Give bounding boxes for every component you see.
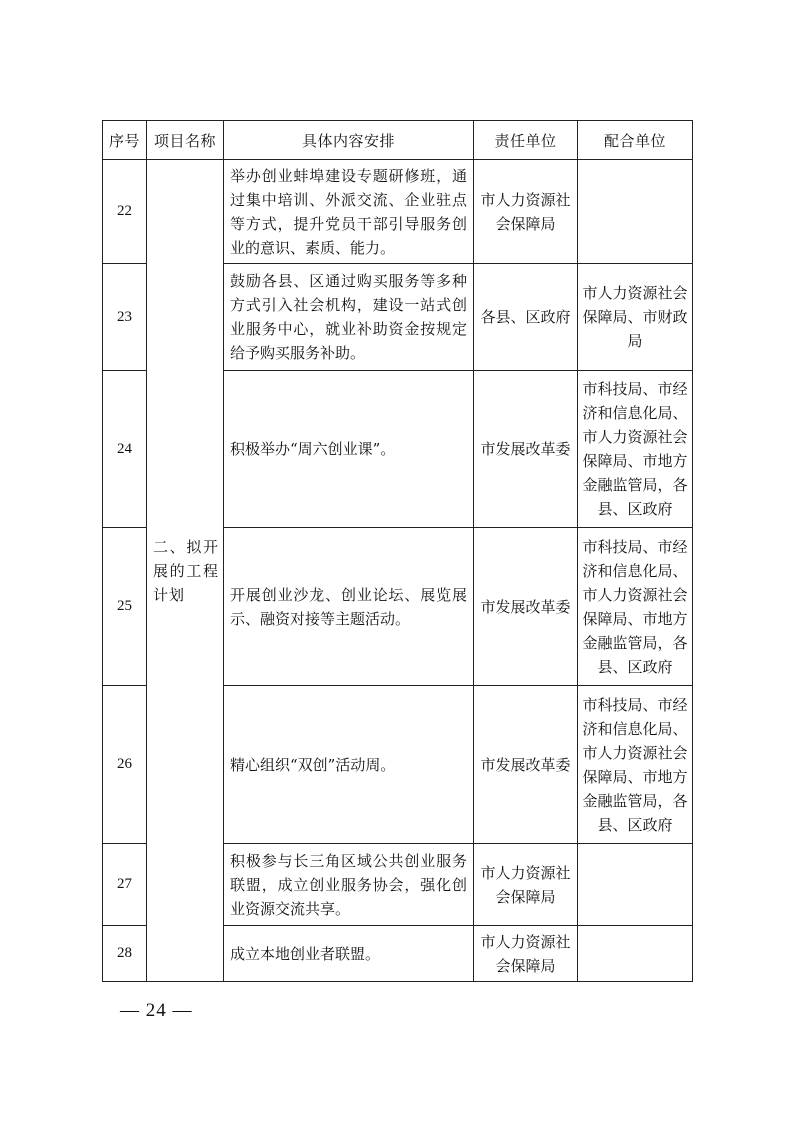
row-content: 积极参与长三角区域公共创业服务联盟，成立创业服务协会，强化创业资源交流共享。 [224,844,474,926]
row-content: 鼓励各县、区通过购买服务等多种方式引入社会机构，建设一站式创业服务中心，就业补助资金按规定给予购买服务补助。 [224,264,474,371]
row-number: 23 [103,264,147,371]
row-cooperating-unit: 市科技局、市经济和信息化局、市人力资源社会保障局、市地方金融监管局，各县、区政府 [578,371,693,528]
project-group-name [147,160,224,982]
row-cooperating-unit: 市科技局、市经济和信息化局、市人力资源社会保障局、市地方金融监管局，各县、区政府 [578,528,693,686]
row-content: 积极举办“周六创业课”。 [224,371,474,528]
row-cooperating-unit [578,160,693,264]
row-number: 27 [103,844,147,926]
row-responsible-unit: 市人力资源社会保障局 [474,926,578,982]
row-number: 24 [103,371,147,528]
row-cooperating-unit [578,926,693,982]
row-responsible-unit: 各县、区政府 [474,264,578,371]
header-content: 具体内容安排 [224,121,474,160]
row-number: 28 [103,926,147,982]
row-number: 25 [103,528,147,686]
project-group-label: 二、拟开展的工程计划 [153,537,219,604]
row-content: 开展创业沙龙、创业论坛、展览展示、融资对接等主题活动。 [224,528,474,686]
row-content: 精心组织“双创”活动周。 [224,686,474,844]
row-responsible-unit: 市人力资源社会保障局 [474,844,578,926]
header-project-name: 项目名称 [147,121,224,160]
work-plan-table [102,120,693,982]
row-responsible-unit: 市发展改革委 [474,686,578,844]
row-content: 举办创业蚌埠建设专题研修班，通过集中培训、外派交流、企业驻点等方式，提升党员干部引导服务创业的意识、素质、能力。 [224,160,474,264]
header-cooperating-unit: 配合单位 [578,121,693,160]
row-number: 26 [103,686,147,844]
header-serial-number: 序号 [103,121,147,160]
table-header-row [103,121,693,160]
row-cooperating-unit: 市科技局、市经济和信息化局、市人力资源社会保障局、市地方金融监管局，各县、区政府 [578,686,693,844]
row-number: 22 [103,160,147,264]
row-cooperating-unit [578,844,693,926]
row-content: 成立本地创业者联盟。 [224,926,474,982]
page-number: — 24 — [120,1000,193,1021]
header-responsible-unit: 责任单位 [474,121,578,160]
row-responsible-unit: 市发展改革委 [474,371,578,528]
row-responsible-unit: 市人力资源社会保障局 [474,160,578,264]
table-row [103,160,693,264]
row-responsible-unit: 市发展改革委 [474,528,578,686]
row-cooperating-unit: 市人力资源社会保障局、市财政局 [578,264,693,371]
